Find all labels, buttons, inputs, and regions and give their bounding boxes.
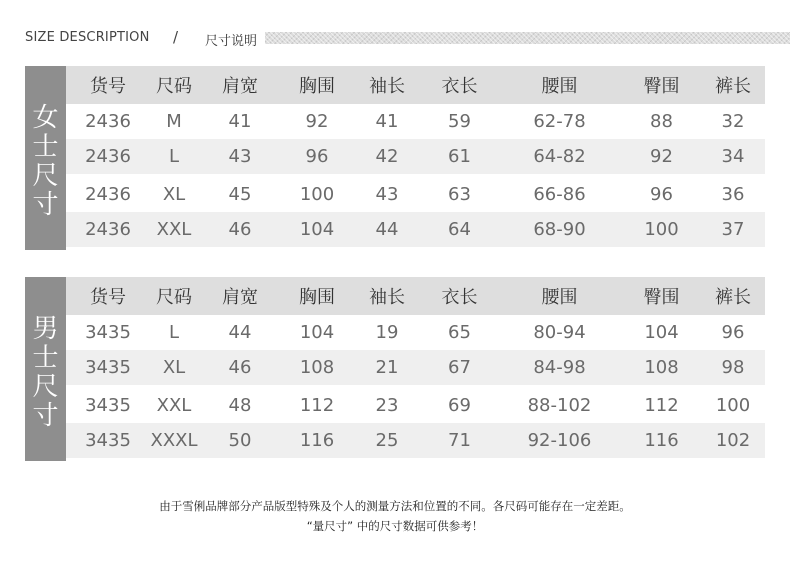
cell-item-no: 3435 xyxy=(85,395,131,416)
cell-chest: 96 xyxy=(305,146,329,167)
cell-sleeve: 42 xyxy=(375,146,399,167)
table-row xyxy=(66,212,765,247)
col-header-item-no: 货号 xyxy=(90,76,126,97)
cell-chest: 100 xyxy=(299,184,335,205)
col-header-waist: 腰围 xyxy=(541,76,578,97)
men-size-table xyxy=(25,277,765,461)
cell-shoulder: 41 xyxy=(228,111,252,132)
table-row xyxy=(66,315,765,350)
cell-hip: 108 xyxy=(644,357,679,378)
col-header-pants-length: 裤长 xyxy=(715,287,751,308)
cell-size: L xyxy=(168,146,180,167)
col-header-hip: 臀围 xyxy=(643,287,680,308)
cell-length: 67 xyxy=(448,357,471,378)
table-row xyxy=(66,423,765,458)
page-header xyxy=(25,28,765,48)
col-header-hip: 臀围 xyxy=(643,76,680,97)
cell-waist: 66-86 xyxy=(533,184,586,205)
cell-waist: 68-90 xyxy=(533,219,586,240)
footer-note-line1: 由于雪俐品牌部分产品版型特殊及个人的测量方法和位置的不同。各尺码可能存在一定差距。 xyxy=(159,499,631,513)
cell-sleeve: 43 xyxy=(375,184,399,205)
cell-shoulder: 46 xyxy=(228,219,252,240)
cell-length: 69 xyxy=(448,395,471,416)
cell-size: XL xyxy=(162,184,186,205)
cell-shoulder: 45 xyxy=(228,184,252,205)
cell-hip: 88 xyxy=(650,111,673,132)
cell-waist: 92-106 xyxy=(527,430,592,451)
cell-pants-length: 37 xyxy=(721,219,745,240)
cell-pants-length: 100 xyxy=(715,395,751,416)
cell-item-no: 2436 xyxy=(85,219,131,240)
header-title-en: SIZE DESCRIPTION xyxy=(25,30,150,45)
cell-sleeve: 19 xyxy=(375,322,399,343)
col-header-size: 尺码 xyxy=(156,287,192,308)
cell-size: M xyxy=(166,111,182,132)
cell-size: XL xyxy=(162,357,186,378)
cell-hip: 92 xyxy=(650,146,673,167)
cell-hip: 96 xyxy=(650,184,673,205)
header-title-cn: 尺寸说明 xyxy=(205,34,258,49)
women-label-text: 女士尺寸 xyxy=(32,103,59,220)
col-header-sleeve: 袖长 xyxy=(369,76,405,97)
cell-shoulder: 46 xyxy=(228,357,252,378)
cell-sleeve: 23 xyxy=(375,395,399,416)
cell-waist: 80-94 xyxy=(533,322,586,343)
cell-sleeve: 21 xyxy=(375,357,399,378)
col-header-sleeve: 袖长 xyxy=(369,287,405,308)
col-header-chest: 胸围 xyxy=(299,287,335,308)
header-separator: / xyxy=(173,28,179,46)
cell-chest: 116 xyxy=(299,430,335,451)
col-header-length: 衣长 xyxy=(441,76,478,97)
cell-shoulder: 43 xyxy=(228,146,252,167)
cell-hip: 112 xyxy=(644,395,679,416)
col-header-shoulder: 肩宽 xyxy=(222,287,258,308)
footer-note xyxy=(0,498,790,534)
cell-item-no: 2436 xyxy=(85,111,131,132)
cell-length: 71 xyxy=(448,430,471,451)
cell-shoulder: 50 xyxy=(228,430,252,451)
cell-item-no: 2436 xyxy=(85,184,131,205)
col-header-size: 尺码 xyxy=(156,76,192,97)
cell-sleeve: 25 xyxy=(375,430,399,451)
cell-pants-length: 98 xyxy=(721,357,745,378)
cell-shoulder: 44 xyxy=(228,322,252,343)
col-header-waist: 腰围 xyxy=(541,287,578,308)
footer-note-line2: “量尺寸” 中的尺寸数据可供参考！ xyxy=(306,519,484,533)
cell-pants-length: 102 xyxy=(715,430,751,451)
cell-size: XXL xyxy=(156,395,192,416)
men-header-row xyxy=(66,277,765,315)
women-grid xyxy=(66,66,765,250)
men-grid xyxy=(66,277,765,461)
cell-chest: 104 xyxy=(299,322,335,343)
table-row xyxy=(66,139,765,174)
cell-waist: 84-98 xyxy=(533,357,586,378)
cell-chest: 92 xyxy=(305,111,329,132)
cell-size: XXL xyxy=(156,219,192,240)
table-row xyxy=(66,177,765,212)
women-side-label xyxy=(25,66,66,250)
cell-sleeve: 44 xyxy=(375,219,399,240)
cell-item-no: 3435 xyxy=(85,357,131,378)
col-header-pants-length: 裤长 xyxy=(715,76,751,97)
men-side-label xyxy=(25,277,66,461)
col-header-item-no: 货号 xyxy=(90,287,126,308)
cell-length: 59 xyxy=(448,111,471,132)
cell-hip: 100 xyxy=(644,219,679,240)
cell-size: L xyxy=(168,322,180,343)
cell-hip: 116 xyxy=(644,430,679,451)
cell-chest: 112 xyxy=(299,395,335,416)
cell-item-no: 3435 xyxy=(85,322,131,343)
cell-item-no: 3435 xyxy=(85,430,131,451)
cell-waist: 64-82 xyxy=(533,146,586,167)
table-row xyxy=(66,104,765,139)
cell-chest: 104 xyxy=(299,219,335,240)
women-header-row xyxy=(66,66,765,104)
table-row xyxy=(66,350,765,385)
cell-pants-length: 36 xyxy=(721,184,745,205)
cell-pants-length: 34 xyxy=(721,146,745,167)
col-header-length: 衣长 xyxy=(441,287,478,308)
men-label-text: 男士尺寸 xyxy=(32,314,59,431)
cell-size: XXXL xyxy=(150,430,198,451)
cell-length: 61 xyxy=(448,146,471,167)
cell-sleeve: 41 xyxy=(375,111,399,132)
cell-pants-length: 96 xyxy=(721,322,745,343)
cell-pants-length: 32 xyxy=(721,111,745,132)
cell-shoulder: 48 xyxy=(228,395,252,416)
cell-item-no: 2436 xyxy=(85,146,131,167)
cell-length: 64 xyxy=(448,219,471,240)
cell-waist: 62-78 xyxy=(533,111,586,132)
col-header-shoulder: 肩宽 xyxy=(222,76,258,97)
cell-length: 65 xyxy=(448,322,471,343)
table-row xyxy=(66,388,765,423)
cell-waist: 88-102 xyxy=(527,395,592,416)
header-decorative-bar xyxy=(265,32,790,44)
cell-length: 63 xyxy=(448,184,471,205)
cell-hip: 104 xyxy=(644,322,679,343)
col-header-chest: 胸围 xyxy=(299,76,335,97)
women-size-table xyxy=(25,66,765,250)
cell-chest: 108 xyxy=(299,357,335,378)
